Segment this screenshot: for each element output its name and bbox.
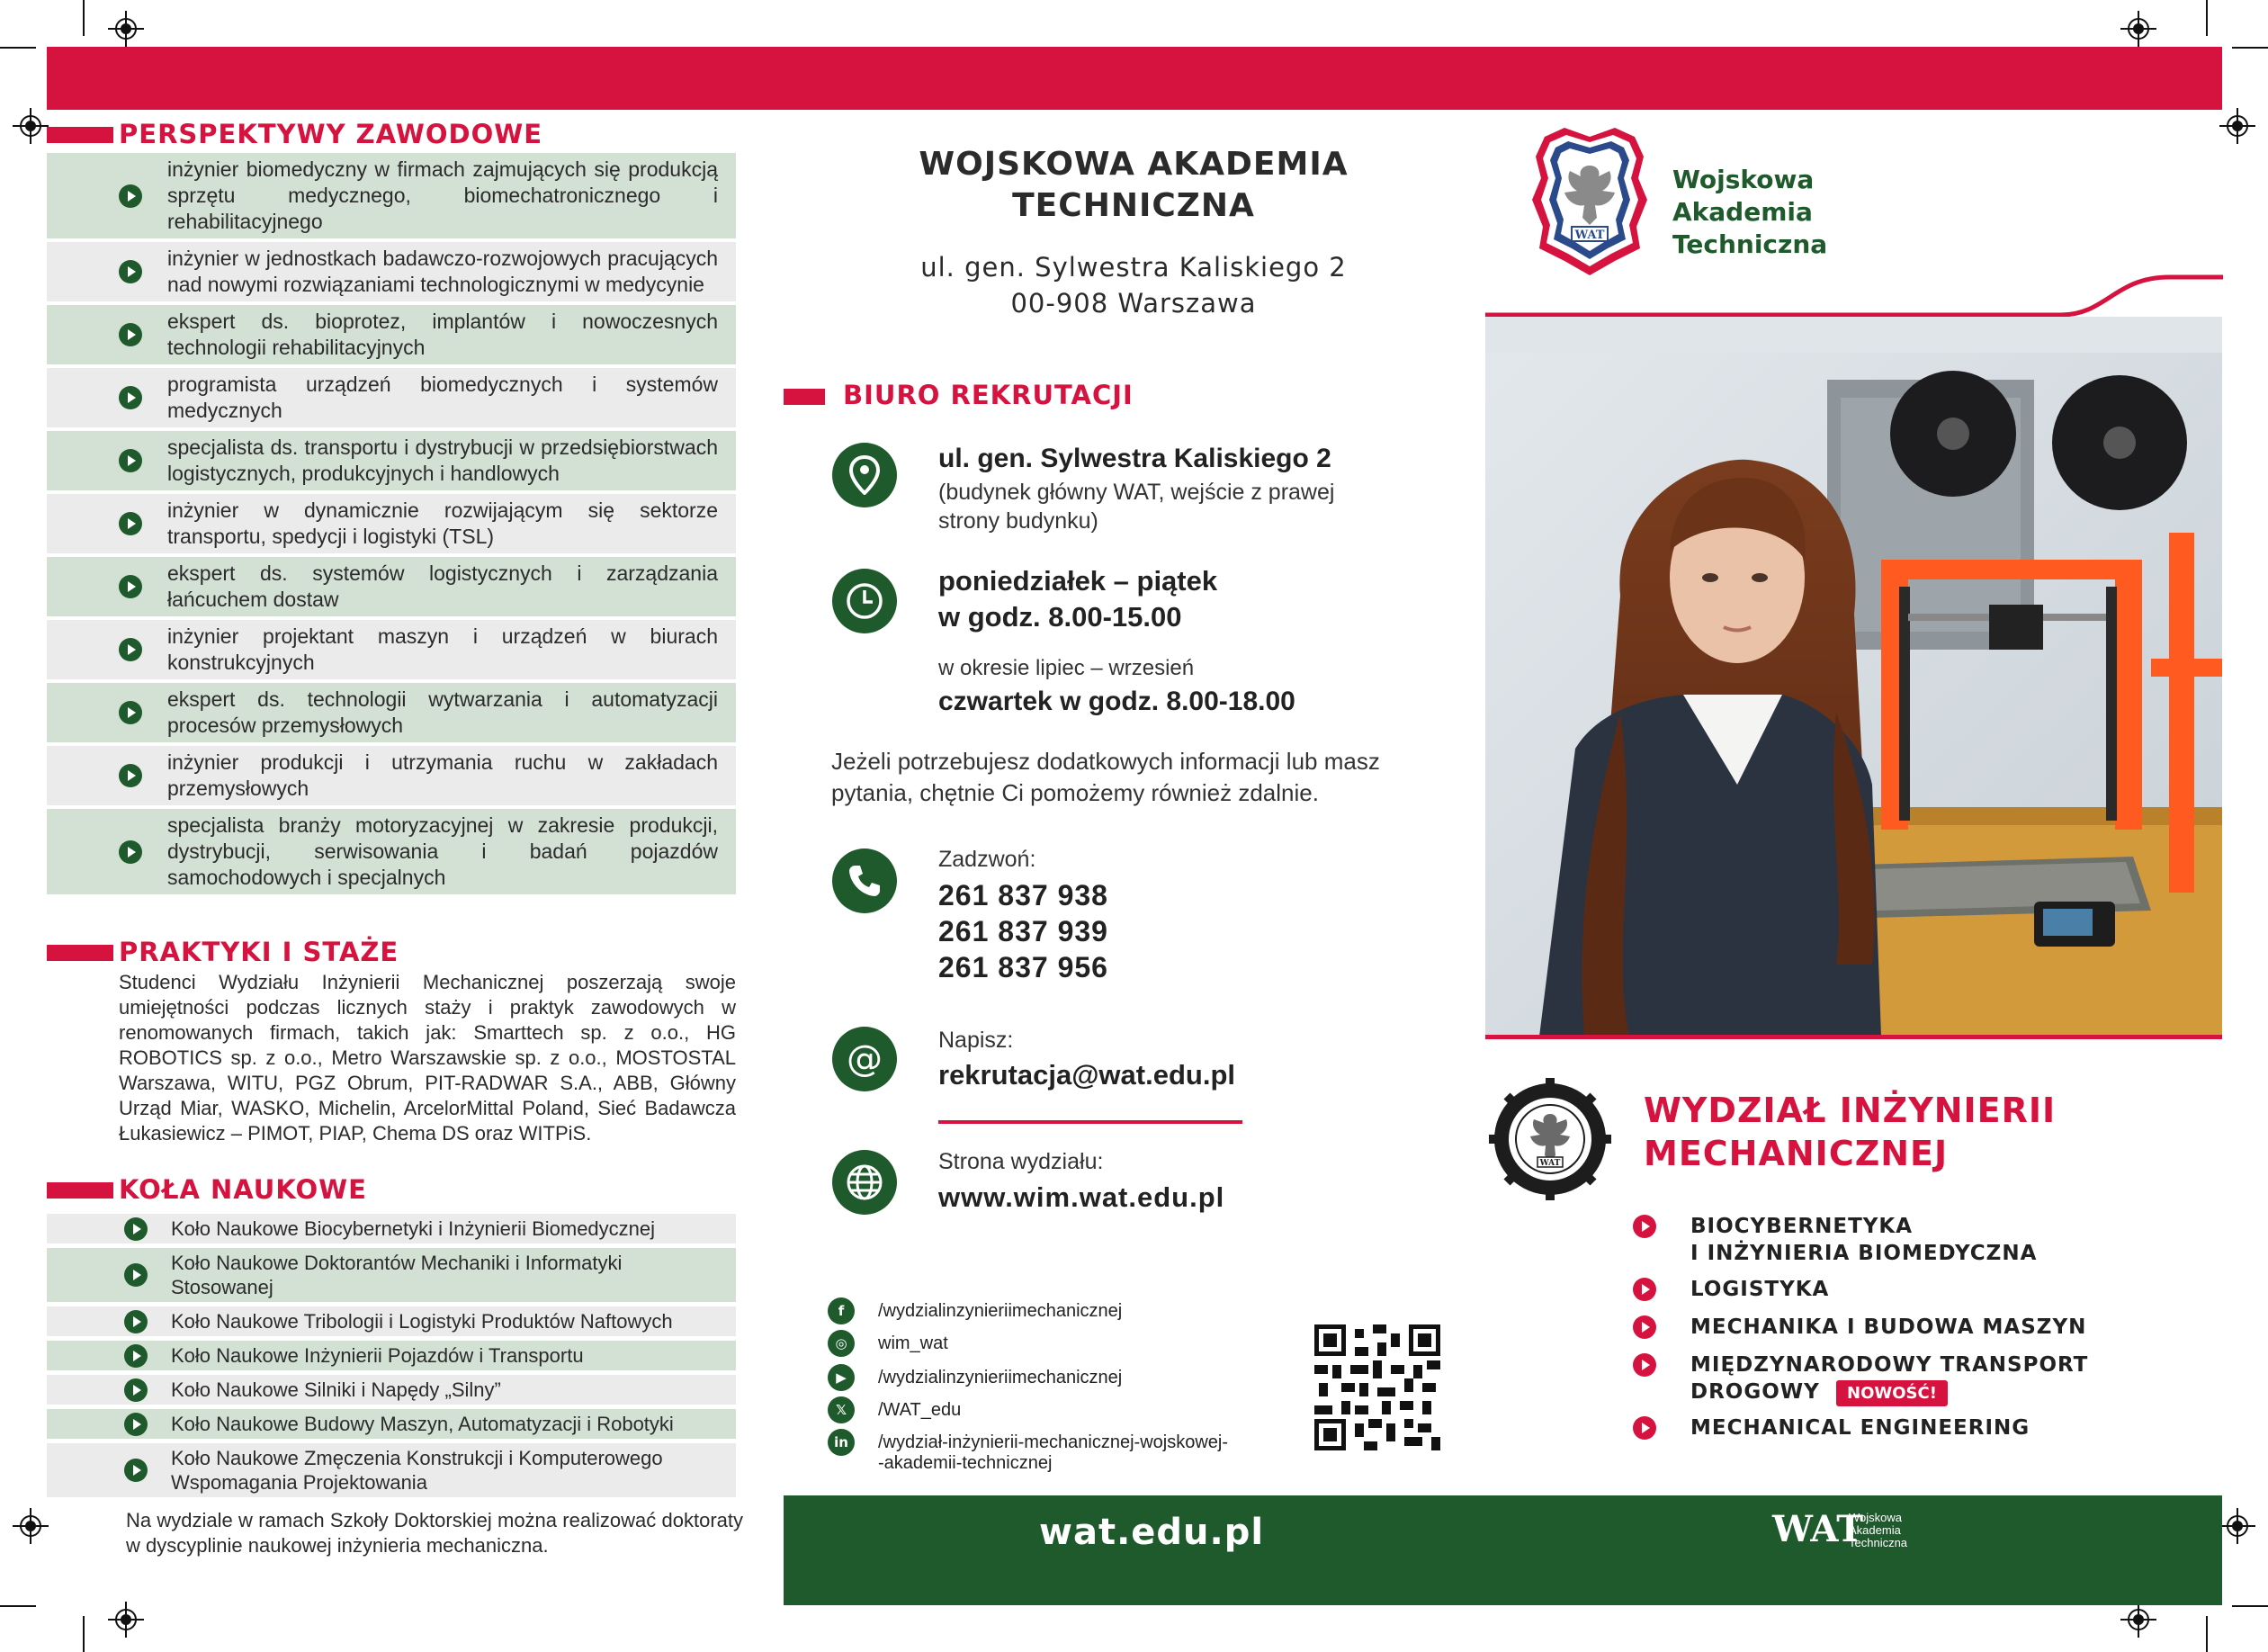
social-facebook[interactable] <box>828 1297 1122 1324</box>
kolo-item <box>47 1248 736 1302</box>
university-logo-text-line1: Wojskowa <box>1672 165 1815 194</box>
arrow-icon <box>124 1344 148 1368</box>
program-label-line: DROGOWY <box>1690 1380 1820 1404</box>
registration-mark <box>2219 1508 2255 1544</box>
university-name-line2: TECHNICZNA <box>1012 187 1255 224</box>
instagram-icon: ◎ <box>828 1330 855 1357</box>
university-name-line1: WOJSKOWA AKADEMIA <box>919 146 1349 183</box>
career-item-text: inżynier w jednostkach badawczo-rozwojowych pracujących nad nowymi rozwiązaniami technologicznymi w medycynie <box>167 247 718 296</box>
arrow-icon <box>1633 1353 1656 1377</box>
phone-icon <box>832 848 897 913</box>
career-item-text: specjalista branży motoryzacyjnej w zakresie produkcji, dystrybucji, serwisowania i badań pojazdów samochodowych i specjalnych <box>167 813 718 889</box>
perspektywy-title: PERSPEKTYWY ZAWODOWE <box>119 119 543 149</box>
career-item <box>47 431 736 490</box>
biuro-address-note <box>938 478 1334 535</box>
divider <box>938 1120 1242 1124</box>
section-bar <box>47 1182 113 1199</box>
program-label <box>1690 1314 2086 1341</box>
kolo-item-text: Koło Naukowe Budowy Maszyn, Automatyzacji i Robotyki <box>171 1413 674 1435</box>
top-red-band <box>47 47 2222 110</box>
facebook-icon: f <box>828 1297 855 1324</box>
summer-hours: czwartek w godz. 8.00-18.00 <box>938 687 1295 716</box>
career-item-text: inżynier biomedyczny w firmach zajmujących się produkcją sprzętu medycznego, biomechatronicznego i rehabilitacyjnego <box>167 157 718 233</box>
program-label-line: MECHANICAL ENGINEERING <box>1690 1416 2030 1440</box>
info-text <box>831 746 1380 809</box>
university-logo-shield <box>1528 124 1651 279</box>
phone-number[interactable]: 261 837 938 <box>938 879 1108 911</box>
career-item <box>47 620 736 679</box>
career-item-text: ekspert ds. systemów logistycznych i zarządzania łańcuchem dostaw <box>167 561 718 611</box>
social-link-text: /wydzialinzynieriimechanicznej <box>878 1367 1123 1387</box>
photo-underline <box>1485 1035 2222 1039</box>
email-link[interactable]: rekrutacja@wat.edu.pl <box>938 1059 1235 1091</box>
call-label: Zadzwoń: <box>938 847 1036 872</box>
office-time: w godz. 8.00-15.00 <box>938 601 1182 633</box>
program-label <box>1690 1213 2037 1267</box>
kolo-item-text: Koło Naukowe Tribologii i Logistyki Produktów Naftowych <box>171 1310 673 1333</box>
program-label-line: I INŻYNIERIA BIOMEDYCZNA <box>1690 1242 2038 1265</box>
registration-mark <box>2120 11 2156 47</box>
arrow-icon <box>1633 1215 1656 1238</box>
phone-list <box>938 877 1108 985</box>
section-bar <box>47 945 113 961</box>
kolo-item <box>47 1409 736 1439</box>
arrow-icon <box>124 1413 148 1436</box>
at-sign-icon <box>832 1027 897 1091</box>
career-list <box>47 153 736 898</box>
registration-mark <box>108 11 144 47</box>
office-days: poniedziałek – piątek <box>938 565 1218 597</box>
biuro-address-note-line2: strony budynku) <box>938 508 1098 534</box>
program-label <box>1690 1276 1829 1303</box>
lab-photo <box>1485 317 2222 1037</box>
career-item-text: inżynier projektant maszyn i urządzeń w biurach konstrukcyjnych <box>167 624 718 674</box>
at-sign-glyph: @ <box>847 1038 883 1080</box>
phone-number[interactable]: 261 837 939 <box>938 915 1108 947</box>
social-link-text: wim_wat <box>878 1333 948 1353</box>
faculty-name-line1: WYDZIAŁ INŻYNIERII <box>1644 1091 2057 1130</box>
registration-mark <box>13 1508 49 1544</box>
globe-icon <box>832 1150 897 1215</box>
career-item <box>47 153 736 238</box>
career-item-text: inżynier produkcji i utrzymania ruchu w zakładach przemysłowych <box>167 750 718 800</box>
kolo-item-text: Koło Naukowe Silniki i Napędy „Silny” <box>171 1378 501 1401</box>
career-item <box>47 557 736 616</box>
faculty-name-line2: MECHANICZNEJ <box>1644 1134 1949 1173</box>
trim-mark <box>2206 1616 2208 1652</box>
arrow-icon <box>119 840 142 864</box>
footer-url[interactable]: wat.edu.pl <box>1039 1512 1265 1553</box>
career-item-text: specjalista ds. transportu i dystrybucji w przedsiębiorstwach logistycznych, produkcyjnych i handlowych <box>167 435 718 485</box>
career-item <box>47 494 736 553</box>
arrow-icon <box>124 1310 148 1333</box>
university-logo-text-line3: Techniczna <box>1672 229 1828 259</box>
section-bar <box>784 389 825 405</box>
faculty-name <box>1644 1089 2056 1175</box>
kolo-item-text: Koło Naukowe Inżynierii Pojazdów i Transportu <box>171 1344 584 1367</box>
career-item <box>47 746 736 805</box>
footer-logo-sub <box>1849 1512 1907 1549</box>
trim-mark <box>0 1605 36 1607</box>
kolo-item-text: Koło Naukowe Doktorantów Mechaniki i Informatyki Stosowanej <box>171 1252 623 1298</box>
praktyki-title: PRAKTYKI I STAŻE <box>119 937 399 967</box>
program-item[interactable] <box>1633 1314 2086 1341</box>
info-text-line1: Jeżeli potrzebujesz dodatkowych informacji lub masz <box>831 748 1380 775</box>
trim-mark <box>83 0 85 36</box>
trim-mark <box>2206 0 2208 36</box>
social-link-text-cont: -akademii-technicznej <box>878 1453 1053 1473</box>
kolo-item <box>47 1341 736 1370</box>
university-address <box>783 249 1484 321</box>
kolo-item <box>47 1443 736 1497</box>
seal-text: WAT <box>1539 1159 1561 1168</box>
location-pin-icon <box>832 443 897 507</box>
career-item-text: ekspert ds. technologii wytwarzania i automatyzacji procesów przemysłowych <box>167 687 718 737</box>
program-label-line: MECHANIKA I BUDOWA MASZYN <box>1690 1315 2087 1339</box>
footer-logo-sub-line2: Akademia <box>1849 1523 1901 1537</box>
faculty-seal <box>1489 1078 1611 1200</box>
career-item-text: programista urządzeń biomedycznych i systemów medycznych <box>167 373 718 422</box>
arrow-icon <box>124 1459 148 1482</box>
social-linkedin[interactable] <box>828 1429 1228 1456</box>
arrow-icon <box>119 260 142 283</box>
kolo-item <box>47 1214 736 1243</box>
arrow-icon <box>119 512 142 535</box>
arrow-icon <box>119 184 142 208</box>
info-text-line2: pytania, chętnie Ci pomożemy również zdalnie. <box>831 779 1319 806</box>
kola-title: KOŁA NAUKOWE <box>119 1174 367 1205</box>
arrow-icon <box>124 1378 148 1402</box>
web-link[interactable]: www.wim.wat.edu.pl <box>938 1181 1225 1213</box>
arrow-icon <box>119 386 142 409</box>
footer-band <box>784 1495 2222 1605</box>
social-instagram[interactable] <box>828 1330 948 1357</box>
registration-mark <box>13 108 49 144</box>
social-link-text: /wydzialinzynieriimechanicznej <box>878 1300 1123 1321</box>
section-bar <box>47 127 113 143</box>
trim-mark <box>2232 1605 2268 1607</box>
footer-logo-sub-line3: Techniczna <box>1849 1536 1908 1549</box>
address-line1: ul. gen. Sylwestra Kaliskiego 2 <box>920 252 1347 283</box>
kola-list <box>47 1214 736 1502</box>
biuro-address-note-line1: (budynek główny WAT, wejście z prawej <box>938 480 1335 505</box>
write-label: Napisz: <box>938 1028 1014 1053</box>
praktyki-text: Studenci Wydziału Inżynierii Mechanicznej poszerzają swoje umiejętności podczas licznych staży i praktyk zawodowych w renomowanych firmach, takich jak: Smarttech sp. z o.o., HG ROBOTICS sp. z o.o., Metro Warszawskie sp. z o.o., MOSTOSTAL Warszawa, WITU, PGZ Obrum, PIT-RADWAR S.A., ABB, Główny Urząd Miar, WASKO, Michelin, ArcelorMittal Poland, Sieć Badawcza Łukasiewicz – PIMOT, PIAP, Chema DS oraz WITPiS. <box>119 971 736 1145</box>
arrow-icon <box>1633 1278 1656 1301</box>
career-item-text: inżynier w dynamicznie rozwijającym się sektorze transportu, spedycji i logistyki (TSL) <box>167 498 718 548</box>
program-label-line: BIOCYBERNETYKA <box>1690 1215 1914 1238</box>
career-item <box>47 305 736 364</box>
university-logo-text <box>1672 164 1827 261</box>
career-item <box>47 683 736 742</box>
x-icon: 𝕏 <box>828 1396 855 1423</box>
career-item <box>47 809 736 894</box>
youtube-icon: ▶ <box>828 1364 855 1391</box>
arrow-icon <box>119 764 142 787</box>
office-hours <box>938 563 1217 635</box>
kolo-item <box>47 1306 736 1336</box>
arrow-icon <box>119 323 142 346</box>
program-item[interactable] <box>1633 1276 1829 1303</box>
new-badge: NOWOŚĆ! <box>1836 1380 1948 1406</box>
arrow-icon <box>119 575 142 598</box>
registration-mark <box>2120 1602 2156 1638</box>
arrow-icon <box>119 638 142 661</box>
biuro-title: BIURO REKRUTACJI <box>843 380 1134 410</box>
program-label-line: MIĘDZYNARODOWY TRANSPORT <box>1690 1353 2089 1377</box>
university-logo-text-line2: Akademia <box>1672 197 1813 227</box>
social-x[interactable] <box>828 1396 961 1423</box>
arrow-icon <box>124 1263 148 1287</box>
kolo-item-text: Koło Naukowe Zmęczenia Konstrukcji i Komputerowego Wspomagania Projektowania <box>171 1447 663 1494</box>
phone-number[interactable]: 261 837 956 <box>938 951 1108 983</box>
kolo-item-text: Koło Naukowe Biocybernetyki i Inżynierii Biomedycznej <box>171 1217 656 1240</box>
career-item <box>47 368 736 427</box>
university-name <box>783 144 1484 227</box>
arrow-icon <box>124 1217 148 1241</box>
qr-code <box>1314 1324 1440 1450</box>
career-item <box>47 242 736 301</box>
address-line2: 00-908 Warszawa <box>1010 288 1257 319</box>
decorative-swoosh <box>1485 270 2223 324</box>
linkedin-icon: in <box>828 1429 855 1456</box>
program-label <box>1690 1414 2030 1441</box>
social-link-text: /wydział-inżynierii-mechanicznej-wojskowej- <box>878 1432 1229 1452</box>
arrow-icon <box>119 701 142 724</box>
web-label: Strona wydziału: <box>938 1149 1104 1174</box>
kolo-item <box>47 1375 736 1405</box>
biuro-address: ul. gen. Sylwestra Kaliskiego 2 <box>938 444 1331 473</box>
program-item[interactable] <box>1633 1414 2030 1441</box>
registration-mark <box>108 1602 144 1638</box>
registration-mark <box>2219 108 2255 144</box>
trim-mark <box>2232 47 2268 49</box>
summer-label: w okresie lipiec – wrzesień <box>938 656 1195 680</box>
footer-logo-sub-line1: Wojskowa <box>1849 1511 1903 1524</box>
clock-icon <box>832 569 897 633</box>
arrow-icon <box>119 449 142 472</box>
footer-logo: WAT <box>1772 1508 1863 1550</box>
program-label-line: LOGISTYKA <box>1690 1278 1830 1301</box>
arrow-icon <box>1633 1315 1656 1339</box>
trim-mark <box>83 1616 85 1652</box>
doktorat-text: Na wydziale w ramach Szkoły Doktorskiej można realizować doktoraty w dyscyplinie naukowej inżynieria mechaniczna. <box>126 1509 743 1557</box>
social-youtube[interactable] <box>828 1364 1122 1391</box>
trim-mark <box>0 47 36 49</box>
social-link-text: /WAT_edu <box>878 1399 962 1420</box>
seal-text: WAT <box>1574 229 1605 242</box>
program-item[interactable] <box>1633 1213 2037 1267</box>
career-item-text: ekspert ds. bioprotez, implantów i nowoczesnych technologii rehabilitacyjnych <box>167 310 718 359</box>
arrow-icon <box>1633 1416 1656 1440</box>
